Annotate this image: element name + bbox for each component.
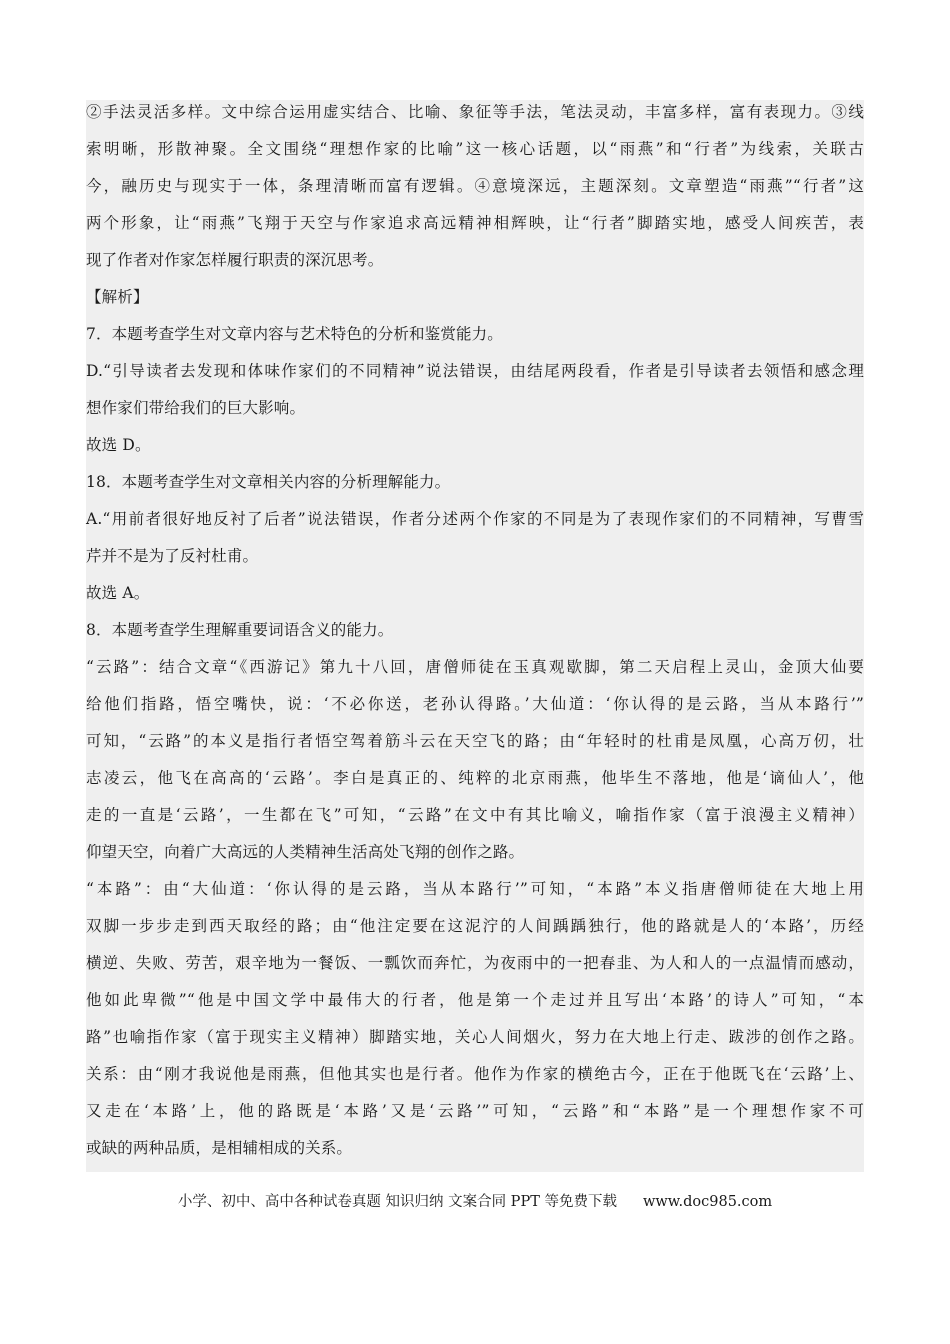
text-line: 两个形象，让“雨燕”飞翔于天空与作家追求高远精神相辉映，让“行者”脚踏实地，感受人间疾苦，表 [86, 214, 864, 232]
text-line: D.“引导读者去发现和体味作家们的不同精神”说法错误，由结尾两段看，作者是引导读者去领悟和感念理 [86, 362, 864, 380]
text-line: 又走在‘本路’上，他的路既是‘本路’又是‘云路’”可知，“云路”和“本路”是一个理想作家不可 [86, 1102, 864, 1120]
text-line: 横逆、失败、劳苦，艰辛地为一餐饭、一瓢饮而奔忙，为夜雨中的一把春韭、为人和人的一点温情而感动， [86, 954, 864, 972]
text-line: 走的一直是‘云路’，一生都在飞”可知，“云路”在文中有其比喻义，喻指作家（富于浪漫主义精神） [86, 806, 864, 824]
text-line: 关系：由“刚才我说他是雨燕，但他其实也是行者。他作为作家的横绝古今，正在于他既飞在‘云路’上、 [86, 1065, 864, 1083]
text-line: 或缺的两种品质，是相辅相成的关系。 [86, 1139, 353, 1157]
page-footer [0, 1190, 950, 1211]
answer-line: 故选 A。 [86, 584, 150, 602]
text-line: 他如此卑微”“他是中国文学中最伟大的行者，他是第一个走过并且写出‘本路’的诗人”可知，“本 [86, 991, 864, 1009]
question-heading: 7．本题考查学生对文章内容与艺术特色的分析和鉴赏能力。 [86, 325, 503, 343]
text-line: A.“用前者很好地反衬了后者”说法错误，作者分述两个作家的不同是为了表现作家们的不同精神，写曹雪 [86, 510, 864, 528]
text-line: 现了作者对作家怎样履行职责的深沉思考。 [86, 251, 384, 269]
text-line: 可知，“云路”的本义是指行者悟空驾着筋斗云在天空飞的路；由“年轻时的杜甫是凤凰，心高万仞，壮 [86, 732, 864, 750]
text-line: 今，融历史与现实于一体，条理清晰而富有逻辑。④意境深远，主题深刻。文章塑造“雨燕”“行者”这 [86, 177, 864, 195]
section-heading: 【解析】 [86, 288, 149, 306]
text-line: “本路”：由“大仙道：‘你认得的是云路，当从本路行’”可知，“本路”本义指唐僧师徒在大地上用 [86, 880, 864, 898]
footer-url[interactable]: www.doc985.com [642, 1194, 773, 1210]
text-line: 芹并不是为了反衬杜甫。 [86, 547, 259, 565]
footer-text: 小学、初中、高中各种试卷真题 知识归纳 文案合同 PPT 等免费下载 [177, 1194, 617, 1210]
question-heading: 8．本题考查学生理解重要词语含义的能力。 [86, 621, 394, 639]
text-line: 想作家们带给我们的巨大影响。 [86, 399, 306, 417]
text-line: 索明晰，形散神聚。全文围绕“理想作家的比喻”这一核心话题，以“雨燕”和“行者”为线索，关联古 [86, 140, 864, 158]
text-line: 仰望天空，向着广大高远的人类精神生活高处飞翔的创作之路。 [86, 843, 525, 861]
document-body [86, 100, 864, 1172]
text-line: 双脚一步步走到西天取经的路；由“他注定要在这泥泞的人间踽踽独行，他的路就是人的‘本路’，历经 [86, 917, 864, 935]
question-heading: 18．本题考查学生对文章相关内容的分析理解能力。 [86, 473, 451, 491]
text-line: 给他们指路，悟空嘴快，说：‘不必你送，老孙认得路。’大仙道：‘你认得的是云路，当从本路行’” [86, 695, 864, 713]
text-line: 志凌云，他飞在高高的‘云路’。李白是真正的、纯粹的北京雨燕，他毕生不落地，他是‘谪仙人’，他 [86, 769, 864, 787]
answer-line: 故选 D。 [86, 436, 151, 454]
text-line: ②手法灵活多样。文中综合运用虚实结合、比喻、象征等手法，笔法灵动，丰富多样，富有表现力。③线 [86, 103, 864, 121]
text-line: “云路”：结合文章“《西游记》第九十八回，唐僧师徒在玉真观歇脚，第二天启程上灵山，金顶大仙要 [86, 658, 864, 676]
text-line: 路”也喻指作家（富于现实主义精神）脚踏实地，关心人间烟火，努力在大地上行走、跋涉的创作之路。 [86, 1028, 864, 1046]
